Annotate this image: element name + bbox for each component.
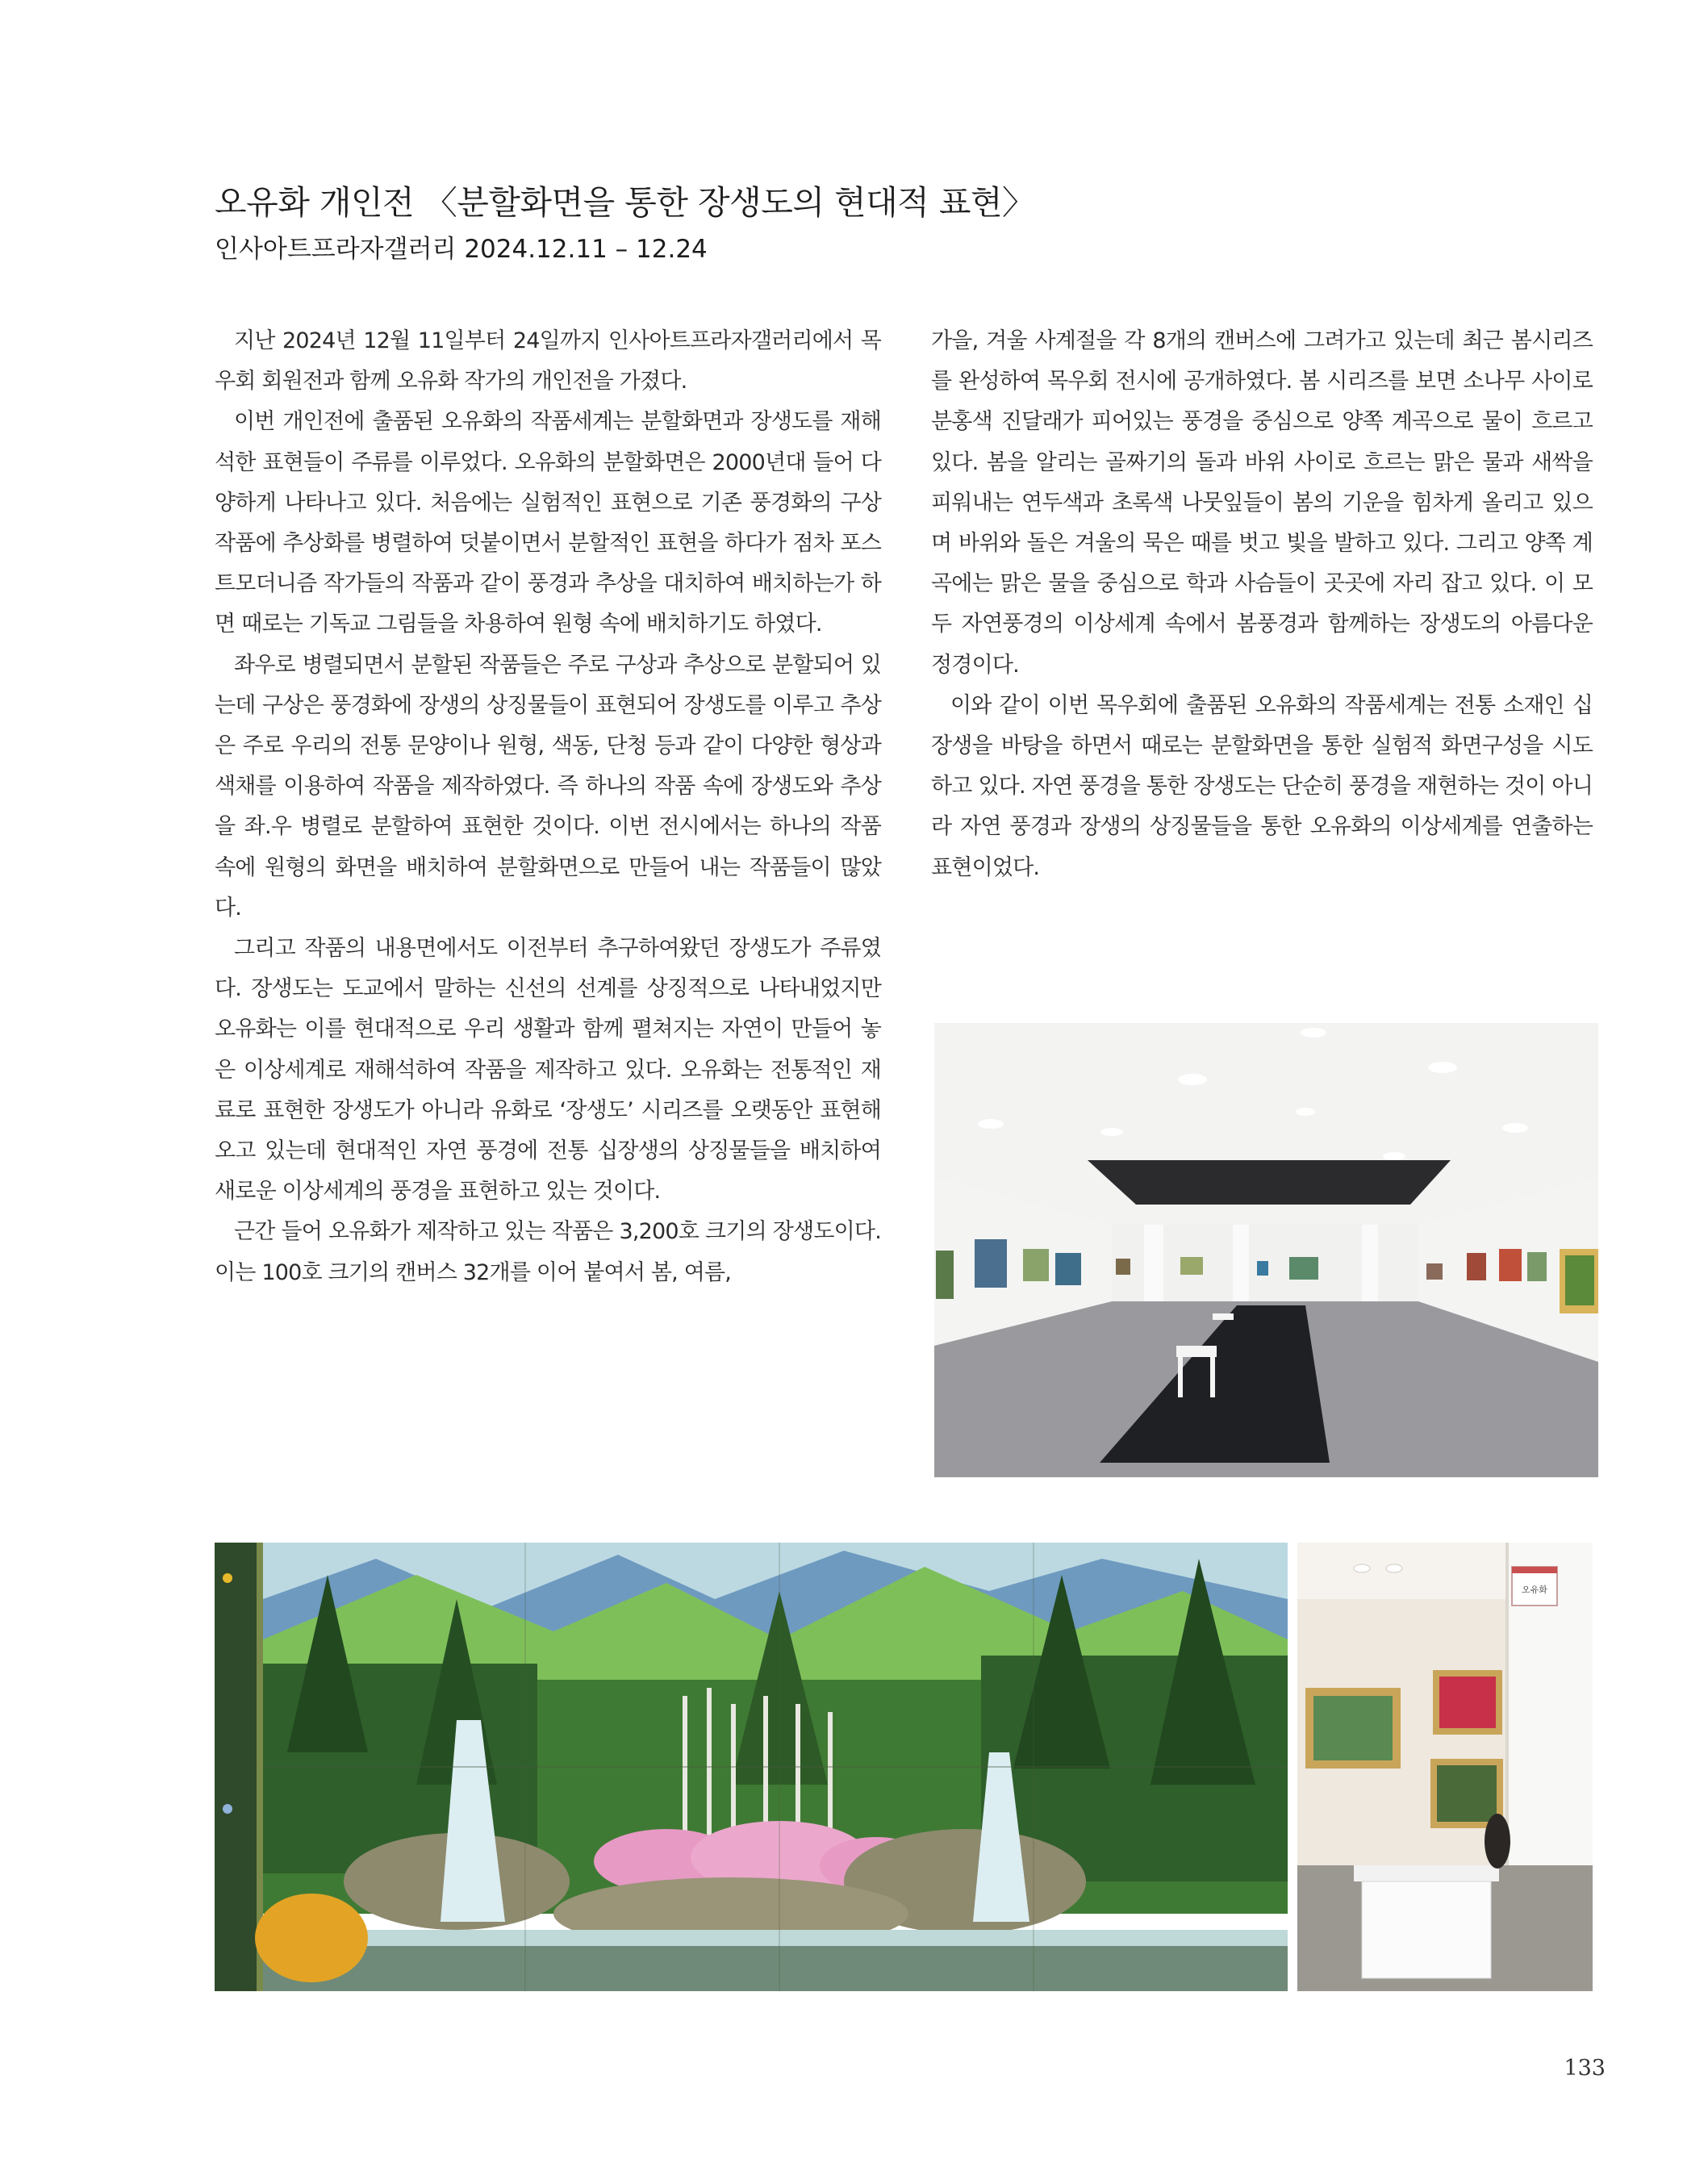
article-subtitle: 인사아트프라자갤러리 2024.12.11 – 12.24 — [215, 235, 708, 264]
paragraph: 그리고 작품의 내용면에서도 이전부터 추구하여왔던 장생도가 주류였다. 장생도는 도교에서 말하는 신선의 선계를 상징적으로 나타내었지만 오유화는 이를 현대적으로 우리 생활과 함께 펼쳐지는 자연이 만들어 놓은 이상세계로 재해석하여 작품을 제작하고 있다. 오유화는 전통적인 재료로 표현한 장생도가 아니라 유화로 ‘장생도’ 시리즈를 오랫동안 표현해 오고 있는데 현대적인 자연 풍경에 전통 십장생의 상징물들을 배치하여 새로운 이상세계의 풍경을 표현하고 있는 것이다. — [215, 936, 881, 1205]
paragraph: 지난 2024년 12월 11일부터 24일까지 인사아트프라자갤러리에서 목우회 회원전과 함께 오유화 작가의 개인전을 가졌다. — [215, 328, 881, 395]
article-title: 오유화 개인전 〈분할화면을 통한 장생도의 현대적 표현〉 — [215, 183, 1035, 222]
paragraph: 이와 같이 이번 목우회에 출품된 오유화의 작품세계는 전통 소재인 십장생을 바탕을 하면서 때로는 분할화면을 통한 실험적 화면구성을 시도하고 있다. 자연 풍경을 통한 장생도는 단순히 풍경을 재현하는 것이 아니라 자연 풍경과 장생의 상징물들을 통한 오유화의 이상세계를 연출하는 표현이었다. — [931, 692, 1593, 880]
exhibit-label-name: 오유화 — [1522, 1585, 1547, 1595]
page-number: 133 — [1564, 2056, 1606, 2081]
paragraph: 가을, 겨울 사계절을 각 8개의 캔버스에 그려가고 있는데 최근 봄시리즈를 완성하여 목우회 전시에 공개하였다. 봄 시리즈를 보면 소나무 사이로 분홍색 진달래가 피어있는 풍경을 중심으로 양쪽 계곡으로 물이 흐르고 있다. 봄을 알리는 골짜기의 돌과 바위 사이로 흐르는 맑은 물과 새싹을 피워내는 연두색과 초록색 나뭇잎들이 봄의 기운을 힘차게 올리고 있으며 바위와 돌은 겨울의 묵은 때를 벗고 빛을 발하고 있다. 그리고 양쪽 계곡에는 맑은 물을 중심으로 학과 사슴들이 곳곳에 자리 잡고 있다. 이 모두 자연풍경의 이상세계 속에서 봄풍경과 함께하는 장생도의 아름다운 정경이다. — [931, 328, 1593, 678]
spring-landscape-painting-photo — [215, 1543, 1288, 1991]
paragraph: 좌우로 병렬되면서 분할된 작품들은 주로 구상과 추상으로 분할되어 있는데 구상은 풍경화에 장생의 상징물들이 표현되어 장생도를 이루고 추상은 주로 우리의 전통 문양이나 원형, 색동, 단청 등과 같이 다양한 형상과 색채를 이용하여 작품을 제작하였다. 즉 하나의 작품 속에 장생도와 추상을 좌.우 병렬로 분할하여 표현한 것이다. 이번 전시에서는 하나의 작품 속에 원형의 화면을 배치하여 분할화면으로 만들어 내는 작품들이 많았다. — [215, 652, 881, 921]
paragraph: 근간 들어 오유화가 제작하고 있는 작품은 3,200호 크기의 장생도이다. 이는 100호 크기의 캔버스 32개를 이어 붙여서 봄, 여름, — [215, 1219, 881, 1285]
gallery-hall-photo — [934, 1023, 1598, 1477]
right-text-column — [931, 321, 1593, 888]
gallery-corner-photo — [1297, 1543, 1593, 1991]
paragraph: 이번 개인전에 출품된 오유화의 작품세계는 분할화면과 장생도를 재해석한 표현들이 주류를 이루었다. 오유화의 분할화면은 2000년대 들어 다양하게 나타나고 있다. 처음에는 실험적인 표현으로 기존 풍경화의 구상작품에 추상화를 병렬하여 덧붙이면서 분할적인 표현을 하다가 점차 포스트모더니즘 작가들의 작품과 같이 풍경과 추상을 대치하여 배치하는가 하면 때로는 기독교 그림들을 차용하여 원형 속에 배치하기도 하였다. — [215, 409, 881, 637]
left-text-column — [215, 321, 881, 1293]
